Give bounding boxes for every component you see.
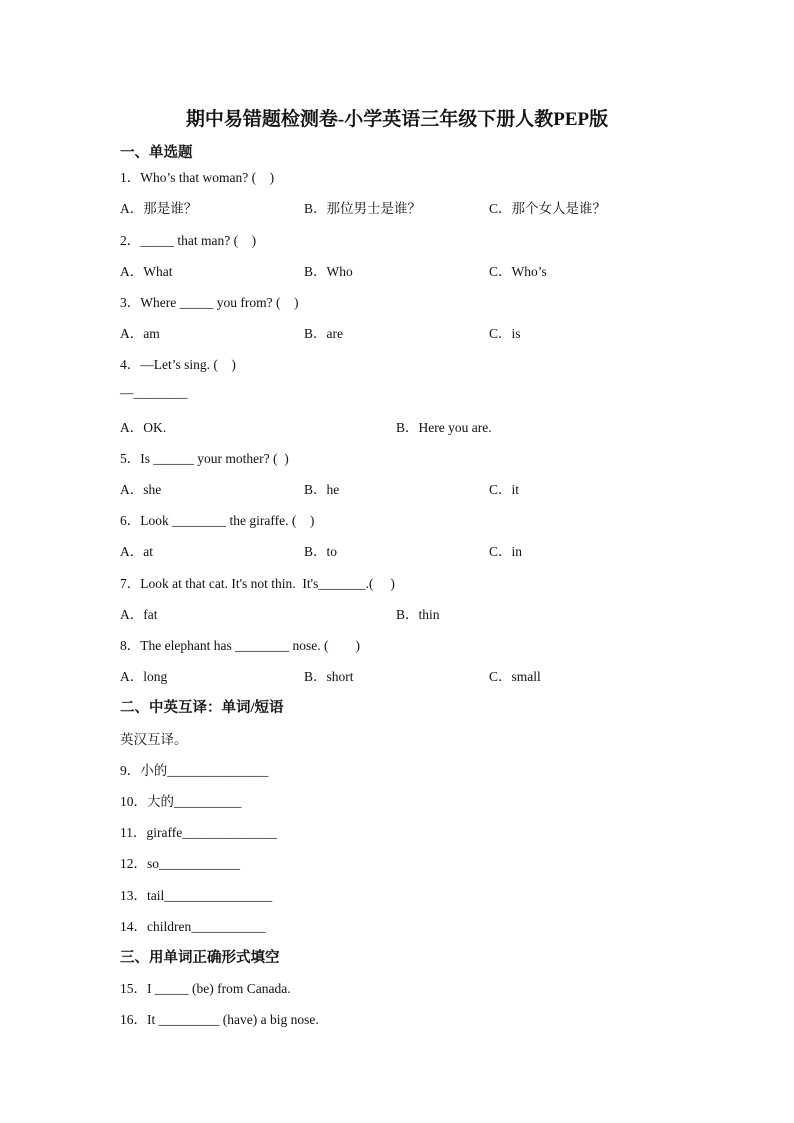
question-2-option-c: C．Who’s [489,264,547,279]
question-15: 15．I _____ (be) from Canada. [120,981,291,996]
question-4-option-b: B．Here you are. [396,420,492,435]
question-16: 16．It _________ (have) a big nose. [120,1012,319,1027]
question-8-stem: 8．The elephant has ________ nose. ( ) [120,638,360,653]
question-10: 10．大的__________ [120,794,242,809]
question-5-option-c: C．it [489,482,520,497]
question-2-option-b: B．Who [304,264,353,279]
question-6-option-a: A．at [120,544,153,559]
question-7-option-a: A．fat [120,607,158,622]
question-4-option-a: A．OK. [120,420,167,435]
question-1-option-b: B．那位男士是谁？ [304,201,422,216]
question-14: 14．children___________ [120,919,266,934]
question-3-option-b: B．are [304,326,343,341]
question-8-option-c: C．small [489,669,541,684]
translation-instructions: 英汉互译。 [120,732,188,747]
question-1-option-c: C．那个女人是谁？ [489,201,607,216]
question-5-option-a: A．she [120,482,162,497]
question-5-stem: 5．Is ______ your mother? ( ) [120,451,289,466]
question-8-option-a: A．long [120,669,168,684]
question-6-option-c: C．in [489,544,523,559]
question-9: 9．小的_______________ [120,763,269,778]
question-3-stem: 3．Where _____ you from? ( ) [120,295,299,310]
question-3-option-a: A．am [120,326,160,341]
question-2-stem: 2．_____ that man? ( ) [120,233,257,248]
question-1-stem: 1．Who’s that woman? ( ) [120,170,275,185]
question-4-reply: —________ [120,385,188,400]
question-1-option-a: A．那是谁？ [120,201,198,216]
question-2-option-a: A．What [120,264,173,279]
section-heading-word-forms: 三、用单词正确形式填空 [120,950,280,966]
question-8-option-b: B．short [304,669,354,684]
question-3-option-c: C．is [489,326,521,341]
question-7-stem: 7．Look at that cat. It's not thin. It's_______.( ) [120,576,395,591]
question-13: 13．tail________________ [120,888,273,903]
question-5-option-b: B．he [304,482,340,497]
page-title: 期中易错题检测卷-小学英语三年级下册人教PEP版 [185,109,609,130]
question-7-option-b: B．thin [396,607,440,622]
question-6-stem: 6．Look ________ the giraffe. ( ) [120,513,315,528]
question-6-option-b: B．to [304,544,338,559]
section-heading-single-choice: 一、单选题 [120,145,193,161]
question-4-stem: 4．—Let’s sing. ( ) [120,357,236,372]
question-12: 12．so____________ [120,856,241,871]
section-heading-translation: 二、中英互译：单词/短语 [120,700,284,716]
question-11: 11．giraffe______________ [120,825,277,840]
